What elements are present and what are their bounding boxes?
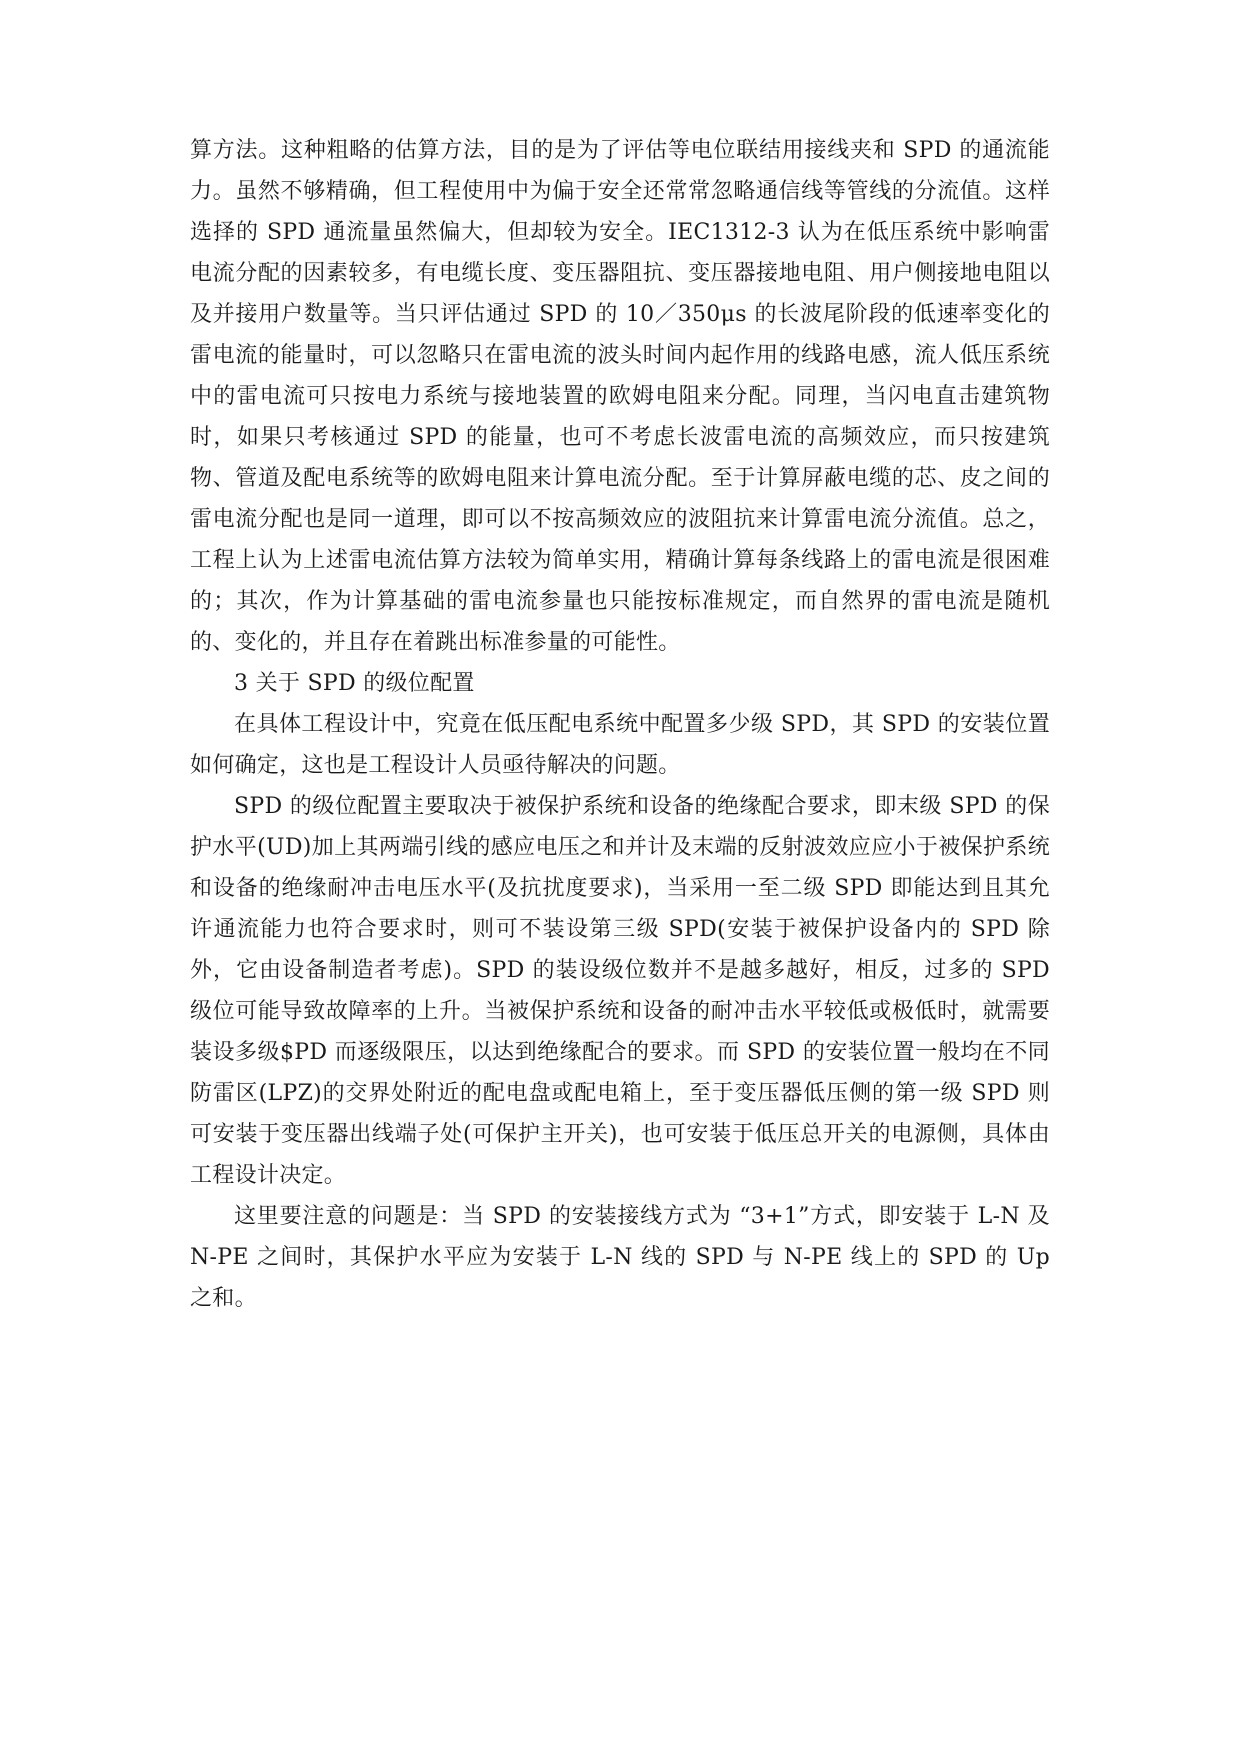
body-paragraph: 这里要注意的问题是：当 SPD 的安装接线方式为 “3+1”方式，即安装于 L-N 及 N-PE 之间时，其保护水平应为安装于 L-N 线的 SPD 与 N-PE 线上的 SPD 的 Up 之和。: [190, 1204, 1050, 1311]
section-heading: 3 关于 SPD 的级位配置: [234, 671, 475, 696]
body-paragraph: 在具体工程设计中，究竟在低压配电系统中配置多少级 SPD，其 SPD 的安装位置如何确定，这也是工程设计人员亟待解决的问题。: [190, 712, 1050, 778]
body-paragraph-continued: 算方法。这种粗略的估算方法，目的是为了评估等电位联结用接线夹和 SPD 的通流能力。虽然不够精确，但工程使用中为偏于安全还常常忽略通信线等管线的分流值。这样选择的 SPD 通流量虽然偏大，但却较为安全。IEC1312-3 认为在低压系统中影响雷电流分配的因素较多，有电缆长度、变压器阻抗、变压器接地电阻、用户侧接地电阻以及并接用户数量等。当只评估通过 SPD 的 10／350μs 的长波尾阶段的低速率变化的雷电流的能量时，可以忽略只在雷电流的波头时间内起作用的线路电感，流人低压系统中的雷电流可只按电力系统与接地装置的欧姆电阻来分配。同理，当闪电直击建筑物时，如果只考核通过 SPD 的能量，也可不考虑长波雷电流的高频效应，而只按建筑物、管道及配电系统等的欧姆电阻来计算电流分配。至于计算屏蔽电缆的芯、皮之间的雷电流分配也是同一道理，即可以不按高频效应的波阻抗来计算雷电流分流值。总之，工程上认为上述雷电流估算方法较为简单实用，精确计算每条线路上的雷电流是很困难的；其次，作为计算基础的雷电流参量也只能按标准规定，而自然界的雷电流是随机的、变化的，并且存在着跳出标准参量的可能性。: [190, 138, 1050, 655]
document-page: [190, 130, 1050, 1319]
body-paragraph: SPD 的级位配置主要取决于被保护系统和设备的绝缘配合要求，即末级 SPD 的保护水平(UD)加上其两端引线的感应电压之和并计及末端的反射波效应应小于被保护系统和设备的绝缘耐冲击电压水平(及抗扰度要求)，当采用一至二级 SPD 即能达到且其允许通流能力也符合要求时，则可不装设第三级 SPD(安装于被保护设备内的 SPD 除外，它由设备制造者考虑)。SPD 的装设级位数并不是越多越好，相反，过多的 SPD 级位可能导致故障率的上升。当被保护系统和设备的耐冲击水平较低或极低时，就需要装设多级$PD 而逐级限压，以达到绝缘配合的要求。而 SPD 的安装位置一般均在不同防雷区(LPZ)的交界处附近的配电盘或配电箱上，至于变压器低压侧的第一级 SPD 则可安装于变压器出线端子处(可保护主开关)，也可安装于低压总开关的电源侧，具体由工程设计决定。: [190, 794, 1050, 1188]
